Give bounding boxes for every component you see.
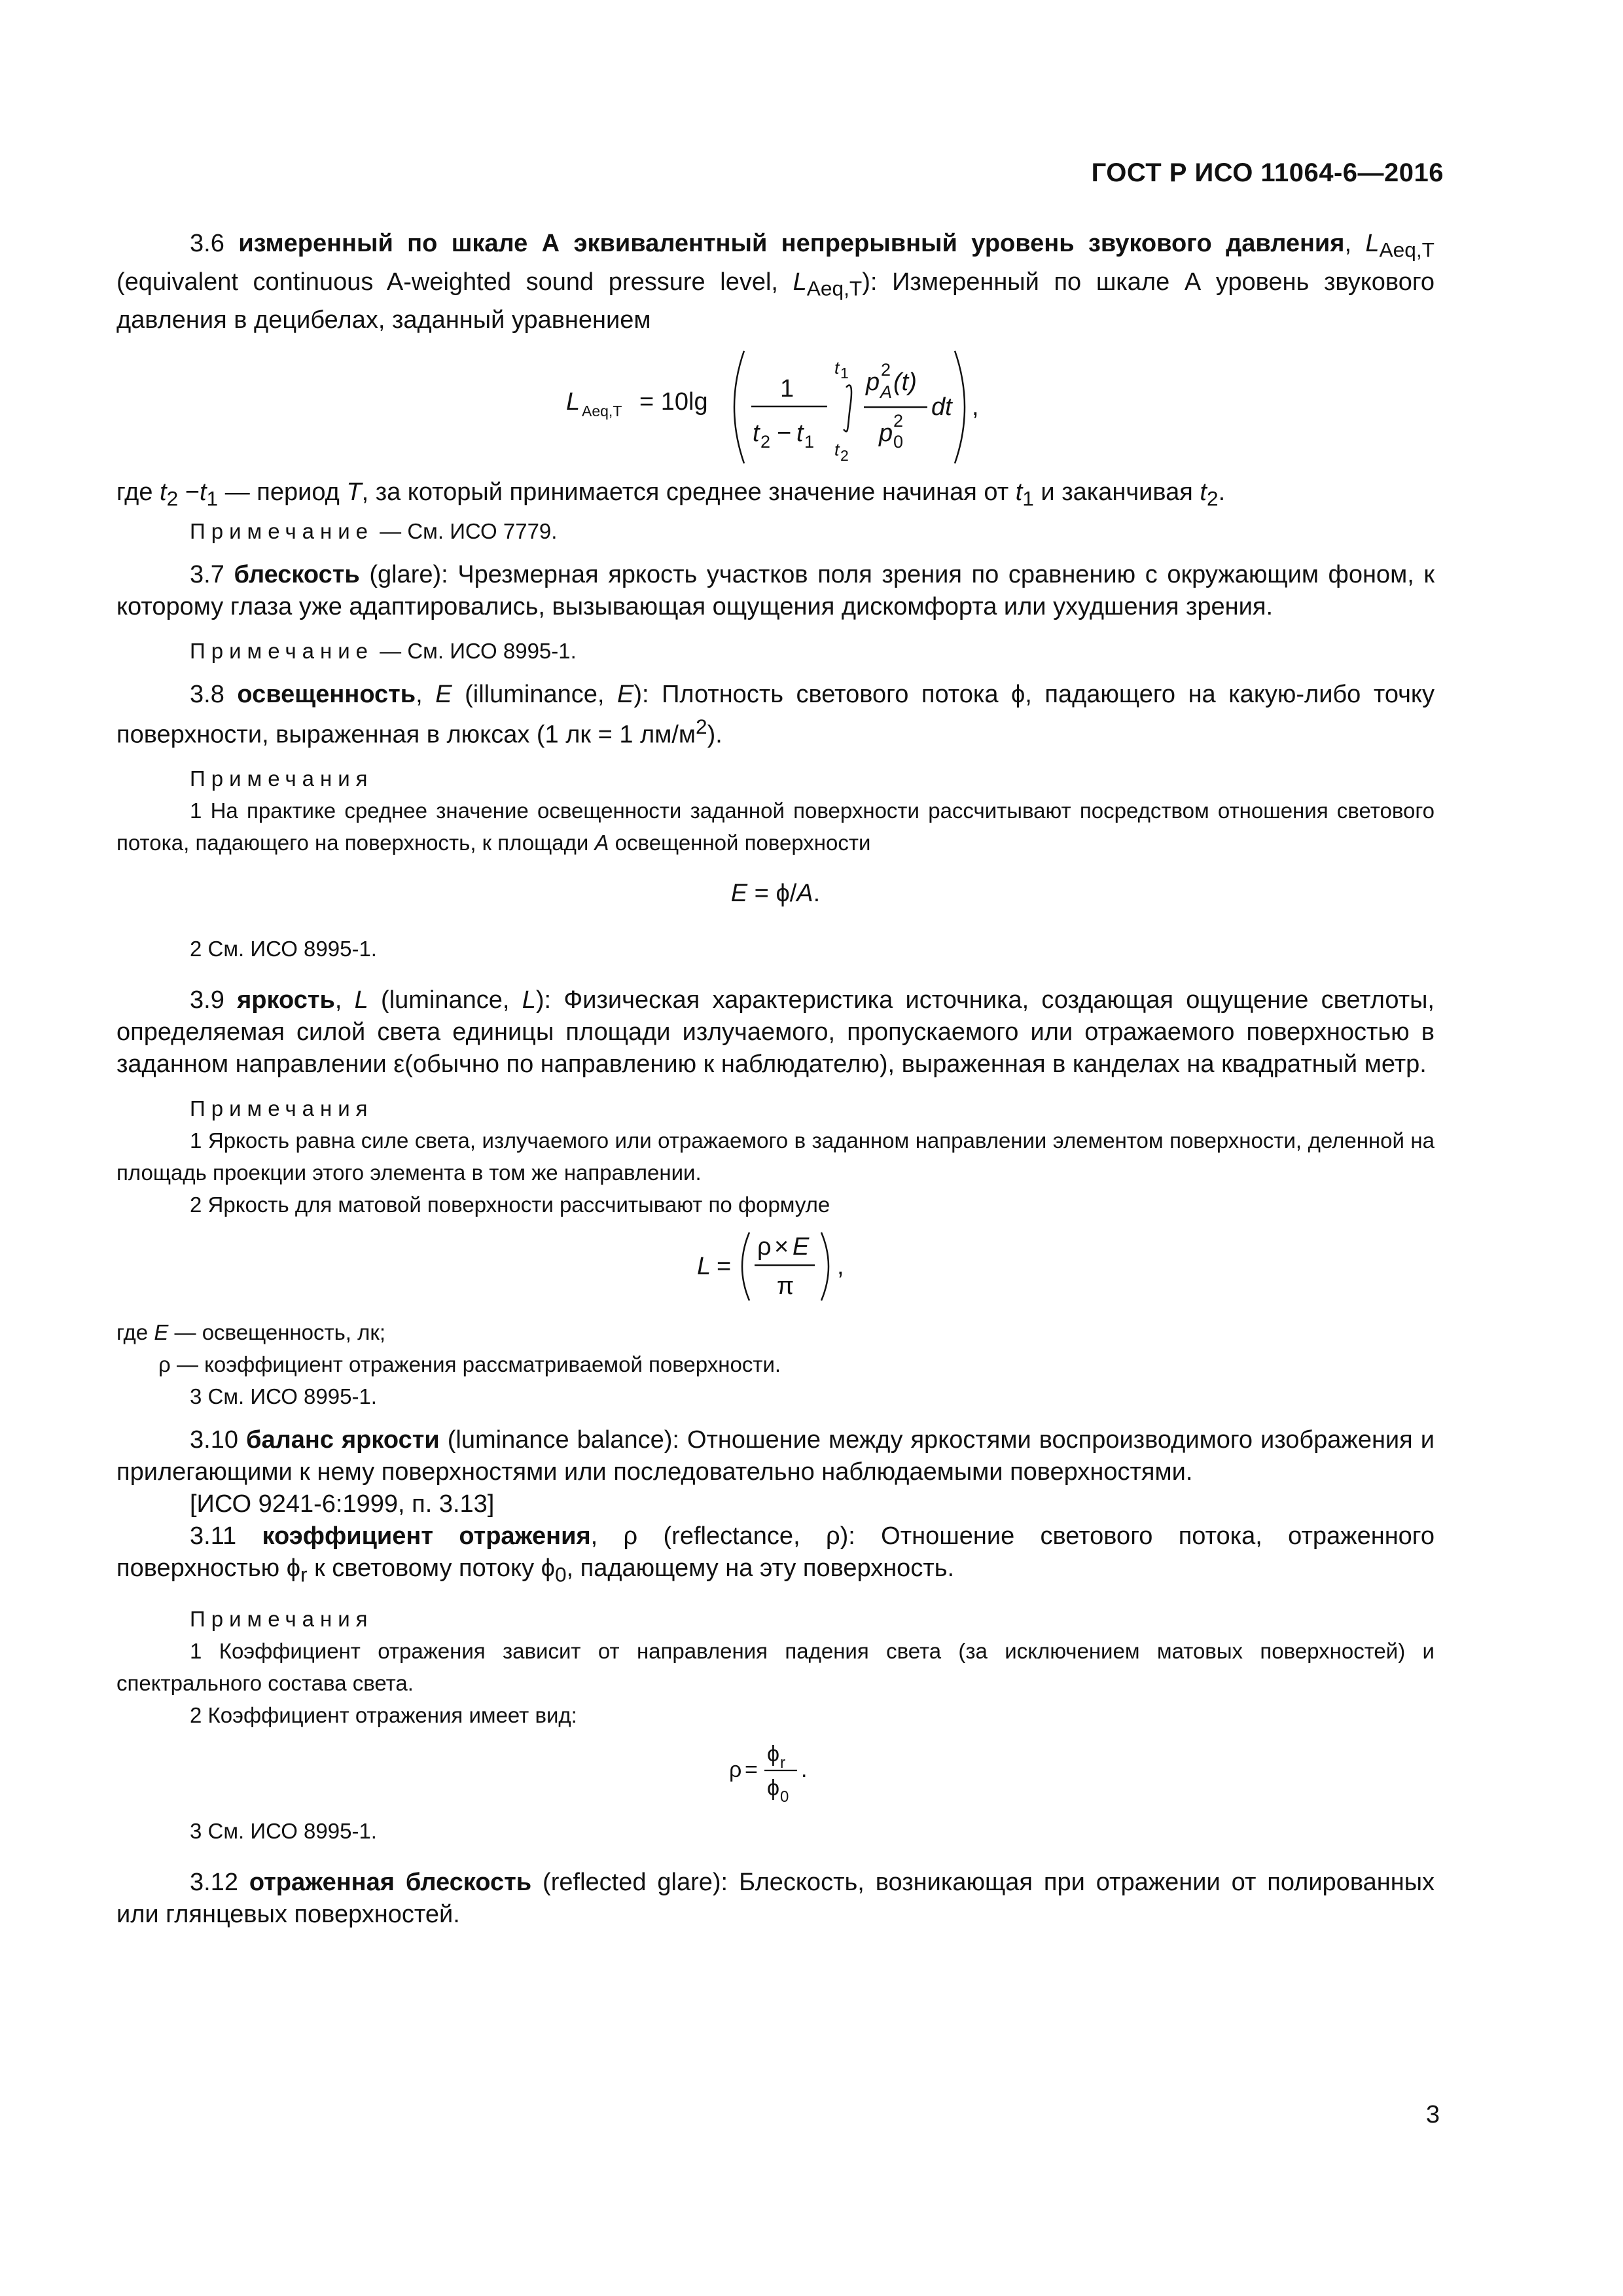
formula-e: E = ϕ/A. <box>730 880 821 908</box>
term-3-6: измеренный по шкале А эквивалентный непрерывный уровень звукового давления <box>238 230 1345 257</box>
formula-rho-eq: = <box>745 1757 758 1783</box>
formula-comma: , <box>972 393 979 422</box>
note-3-9-2: 2 Яркость для матовой поверхности рассчитывают по формуле <box>190 1193 830 1217</box>
formula-lower-limit-sub: 2 <box>840 447 849 465</box>
term-3-8: освещенность <box>237 680 416 708</box>
definition-3-8: 3.8 освещенность, E (illuminance, E): Плотность светового потока ϕ, падающего на какую-либо точку поверхности, выраженная в люксах (1 лк = 1 $лм/м^2$). <box>116 680 1435 749</box>
formula-t2: t <box>753 420 760 448</box>
formula-p0-sub: 0 <box>893 432 904 452</box>
formula-integral-sign <box>844 386 851 432</box>
formula-L: L <box>697 1253 711 1281</box>
note-3-9-3: 3 См. ИСО 8995-1. <box>190 1384 377 1409</box>
term-3-11: коэффициент отражения <box>262 1522 591 1551</box>
formula-lhs-L: L <box>566 388 580 416</box>
note-3-9-1: 1 Яркость равна силе света, излучаемого или отражаемого в заданном направлении элементом поверхности, деленной на площадь проекции этого элемента в том же направлении. <box>116 1128 1435 1185</box>
formula-lhs-sub: Aeq,T <box>582 403 622 420</box>
formula-one: 1 <box>780 375 794 403</box>
formula-l-E: E <box>793 1233 810 1261</box>
formula-rho-lhs: ρ <box>729 1757 742 1783</box>
notes-3-9-title: Примечания <box>190 1096 374 1121</box>
formula-l-comma: , <box>837 1253 844 1281</box>
where-3-9-rho: ρ — коэффициент отражения рассматриваемой поверхности. <box>158 1352 781 1377</box>
formula-pi: π <box>777 1272 794 1300</box>
note-3-8-1: 1 На практике среднее значение освещенности заданной поверхности рассчитывают посредством отношения светового потока, падающего на поверхность, к площади A освещенной поверхности <box>116 798 1435 855</box>
where-3-6: где $t_2 -t_1$ — период T, за который принимается среднее значение начиная от $t_1$ и заканчивая $t_2$. <box>116 478 1226 511</box>
term-3-9: яркость <box>237 986 335 1014</box>
formula-rho-sub-0: 0 <box>780 1788 789 1806</box>
page-number: 3 <box>1425 2101 1440 2128</box>
definition-3-11: 3.11 коэффициент отражения, ρ (reflectance, ρ): Отношение светового потока, отраженного поверхностью $\phi_r$ к световому потоку $\phi_0$, падающему на эту поверхность. <box>116 1522 1435 1587</box>
term-3-10: баланс яркости <box>246 1426 440 1454</box>
formula-laeq-svg <box>566 343 985 471</box>
formula-right-paren <box>955 351 965 463</box>
notes-3-11-title: Примечания <box>190 1607 374 1632</box>
reference-3-10: [ИСО 9241-6:1999, п. 3.13] <box>190 1490 495 1518</box>
formula-upper-limit-sub: 1 <box>840 365 849 382</box>
formula-rho-phi-r: ϕ <box>767 1742 780 1767</box>
formula-t1: t <box>796 420 804 448</box>
formula-t2-sub: 2 <box>760 432 771 452</box>
term-3-12: отраженная блескость <box>249 1869 532 1897</box>
note-3-11-3: 3 См. ИСО 8995-1. <box>190 1819 377 1844</box>
formula-l-left-paren <box>742 1232 749 1300</box>
note-3-7: Примечание — См. ИСО 8995-1. <box>190 638 577 663</box>
notes-3-8-title: Примечания <box>190 766 374 791</box>
definition-3-9: 3.9 яркость, L (luminance, L): Физическая характеристика источника, создающая ощущение светлоты, определяемая силой света единицы площади излучаемого, пропускаемого или отражаемого поверхностью в заданном направлении ε(обычно по направлению к наблюдателю), выраженная в канделах на квадратный метр. <box>116 986 1435 1079</box>
formula-rho-svg <box>726 1731 825 1810</box>
formula-rho-dot: . <box>801 1757 808 1783</box>
note-3-11-1: 1 Коэффициент отражения зависит от направления падения света (за исключением матовых поверхностей) и спектрального состава света. <box>116 1639 1435 1696</box>
formula-minus: − <box>777 420 792 448</box>
note-3-8-2: 2 См. ИСО 8995-1. <box>190 937 377 961</box>
formula-rho <box>116 1731 1435 1810</box>
formula-p: p <box>866 368 880 397</box>
formula-l-eq: = <box>717 1253 732 1281</box>
formula-laeq <box>116 343 1435 471</box>
formula-l-right-paren <box>821 1232 829 1300</box>
formula-p-sup: 2 <box>881 360 891 380</box>
document-code: ГОСТ Р ИСО 11064-6—2016 <box>1091 158 1444 187</box>
formula-p0: p <box>879 420 893 448</box>
formula-upper-limit-t: t <box>834 358 840 378</box>
note-3-11-2: 2 Коэффициент отражения имеет вид: <box>190 1703 577 1728</box>
formula-t1-sub: 1 <box>804 432 815 452</box>
formula-lower-limit-t: t <box>834 440 840 460</box>
note-3-6: Примечание — См. ИСО 7779. <box>190 518 558 543</box>
formula-arg: (t) <box>893 368 917 397</box>
definition-3-6: 3.6 измеренный по шкале А эквивалентный непрерывный уровень звукового давления, $L_{Aeq,T}$ (equivalent continuous A-weighted sound pressure level, $L_{Aeq,T}$): Измеренный по шкале А уровень звукового давления в децибелах, заданный уравнением <box>116 230 1435 334</box>
formula-p0-sup: 2 <box>893 411 904 431</box>
formula-p-sub-A: A <box>880 382 893 403</box>
where-3-9-e: где E — освещенность, лк; <box>116 1320 386 1345</box>
formula-rho: ρ <box>757 1233 772 1261</box>
formula-times: × <box>774 1233 789 1261</box>
formula-eq: = 10lg <box>639 388 708 416</box>
definition-3-12: 3.12 отраженная блескость (reflected glare): Блескость, возникающая при отражении от полированных или глянцевых поверхностей. <box>116 1869 1435 1929</box>
document-body <box>116 228 1435 1931</box>
formula-rho-sub-r: r <box>780 1754 785 1772</box>
formula-left-paren <box>734 351 744 463</box>
formula-l <box>116 1221 1435 1312</box>
definition-3-7: 3.7 блескость (glare): Чрезмерная яркость участков поля зрения по сравнению с окружающим фоном, к которому глаза уже адаптировались, вызывающая ощущения дискомфорта или ухудшения зрения. <box>116 560 1435 620</box>
term-3-7: блескость <box>234 560 360 588</box>
formula-l-svg <box>697 1221 854 1312</box>
formula-dt: dt <box>931 393 952 422</box>
definition-3-10: 3.10 баланс яркости (luminance balance): Отношение между яркостями воспроизводимого изображения и прилегающими к нему поверхностями или последовательно наблюдаемыми поверхностями. <box>116 1426 1435 1486</box>
formula-rho-phi-0: ϕ <box>767 1776 780 1801</box>
